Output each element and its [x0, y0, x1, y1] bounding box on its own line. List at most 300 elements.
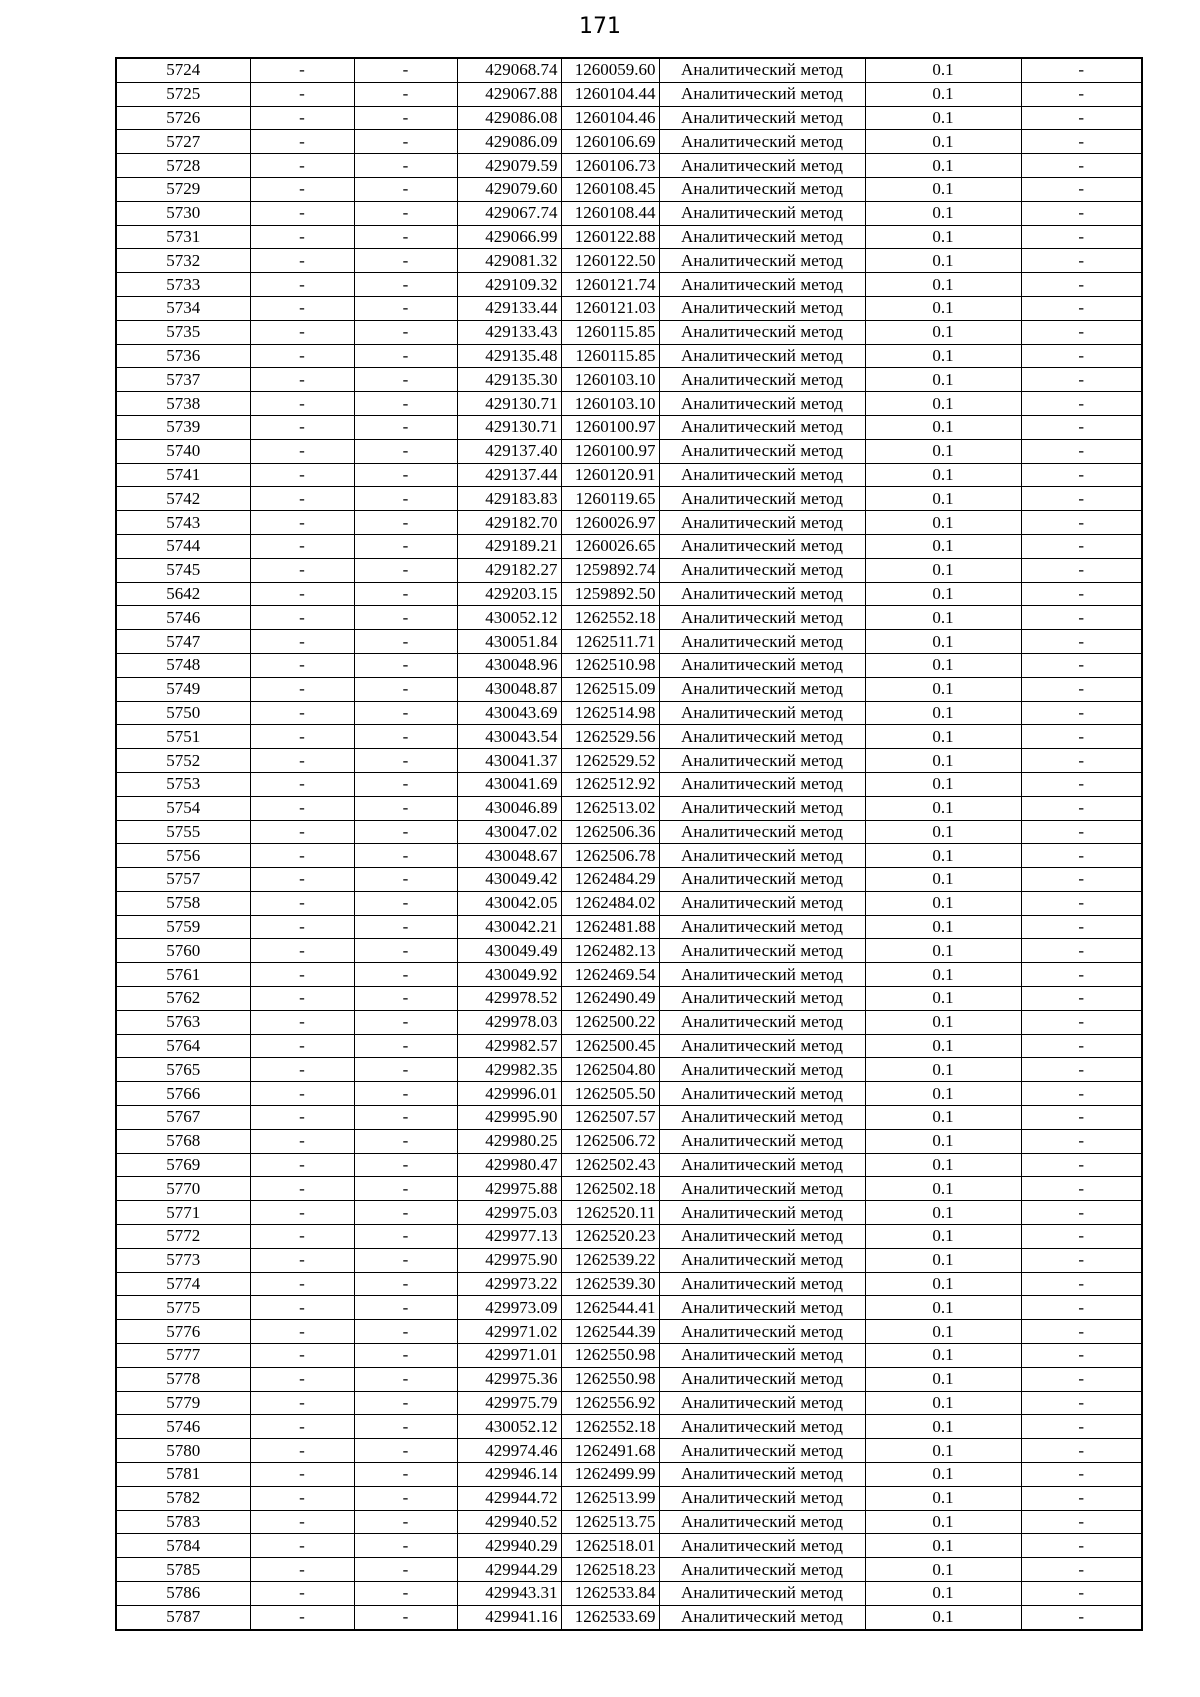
- dash-cell-3: -: [1021, 987, 1142, 1011]
- dash-cell-2: -: [354, 939, 457, 963]
- x-coordinate-cell: 429978.52: [457, 987, 561, 1011]
- method-cell: Аналитический метод: [659, 201, 865, 225]
- table-row: [116, 677, 1142, 701]
- y-coordinate-cell: 1260104.46: [561, 106, 659, 130]
- y-coordinate-cell: 1262539.30: [561, 1272, 659, 1296]
- point-number-cell: 5746: [116, 1415, 250, 1439]
- point-number-cell: 5755: [116, 820, 250, 844]
- table-row: [116, 1106, 1142, 1130]
- table-row: [116, 987, 1142, 1011]
- dash-cell-2: -: [354, 1296, 457, 1320]
- precision-cell: 0.1: [865, 1201, 1021, 1225]
- point-number-cell: 5732: [116, 249, 250, 273]
- dash-cell-1: -: [250, 201, 354, 225]
- x-coordinate-cell: 429982.57: [457, 1034, 561, 1058]
- table-row: [116, 915, 1142, 939]
- precision-cell: 0.1: [865, 415, 1021, 439]
- dash-cell-1: -: [250, 1320, 354, 1344]
- precision-cell: 0.1: [865, 392, 1021, 416]
- precision-cell: 0.1: [865, 1582, 1021, 1606]
- point-number-cell: 5743: [116, 511, 250, 535]
- method-cell: Аналитический метод: [659, 1201, 865, 1225]
- x-coordinate-cell: 429133.44: [457, 296, 561, 320]
- precision-cell: 0.1: [865, 130, 1021, 154]
- dash-cell-1: -: [250, 1415, 354, 1439]
- point-number-cell: 5733: [116, 273, 250, 297]
- dash-cell-3: -: [1021, 106, 1142, 130]
- x-coordinate-cell: 429975.03: [457, 1201, 561, 1225]
- dash-cell-2: -: [354, 106, 457, 130]
- y-coordinate-cell: 1262539.22: [561, 1248, 659, 1272]
- table-row: [116, 963, 1142, 987]
- method-cell: Аналитический метод: [659, 606, 865, 630]
- x-coordinate-cell: 429133.43: [457, 320, 561, 344]
- dash-cell-2: -: [354, 820, 457, 844]
- table-row: [116, 1558, 1142, 1582]
- method-cell: Аналитический метод: [659, 1296, 865, 1320]
- precision-cell: 0.1: [865, 201, 1021, 225]
- y-coordinate-cell: 1260059.60: [561, 58, 659, 82]
- method-cell: Аналитический метод: [659, 891, 865, 915]
- precision-cell: 0.1: [865, 534, 1021, 558]
- dash-cell-3: -: [1021, 511, 1142, 535]
- x-coordinate-cell: 430047.02: [457, 820, 561, 844]
- point-number-cell: 5763: [116, 1010, 250, 1034]
- point-number-cell: 5749: [116, 677, 250, 701]
- x-coordinate-cell: 429995.90: [457, 1106, 561, 1130]
- precision-cell: 0.1: [865, 891, 1021, 915]
- dash-cell-3: -: [1021, 582, 1142, 606]
- point-number-cell: 5724: [116, 58, 250, 82]
- dash-cell-2: -: [354, 1272, 457, 1296]
- precision-cell: 0.1: [865, 1082, 1021, 1106]
- dash-cell-1: -: [250, 1129, 354, 1153]
- method-cell: Аналитический метод: [659, 1248, 865, 1272]
- dash-cell-3: -: [1021, 439, 1142, 463]
- y-coordinate-cell: 1262520.11: [561, 1201, 659, 1225]
- precision-cell: 0.1: [865, 82, 1021, 106]
- dash-cell-1: -: [250, 844, 354, 868]
- dash-cell-3: -: [1021, 154, 1142, 178]
- precision-cell: 0.1: [865, 58, 1021, 82]
- table-row: [116, 130, 1142, 154]
- dash-cell-2: -: [354, 344, 457, 368]
- point-number-cell: 5735: [116, 320, 250, 344]
- dash-cell-2: -: [354, 1344, 457, 1368]
- dash-cell-2: -: [354, 891, 457, 915]
- point-number-cell: 5778: [116, 1367, 250, 1391]
- y-coordinate-cell: 1262529.52: [561, 749, 659, 773]
- dash-cell-2: -: [354, 1558, 457, 1582]
- x-coordinate-cell: 430043.54: [457, 725, 561, 749]
- table-row: [116, 939, 1142, 963]
- y-coordinate-cell: 1262529.56: [561, 725, 659, 749]
- dash-cell-2: -: [354, 749, 457, 773]
- precision-cell: 0.1: [865, 1177, 1021, 1201]
- method-cell: Аналитический метод: [659, 511, 865, 535]
- y-coordinate-cell: 1262491.68: [561, 1439, 659, 1463]
- dash-cell-3: -: [1021, 963, 1142, 987]
- precision-cell: 0.1: [865, 1129, 1021, 1153]
- dash-cell-1: -: [250, 487, 354, 511]
- dash-cell-1: -: [250, 534, 354, 558]
- x-coordinate-cell: 429980.47: [457, 1153, 561, 1177]
- y-coordinate-cell: 1262518.01: [561, 1534, 659, 1558]
- precision-cell: 0.1: [865, 915, 1021, 939]
- point-number-cell: 5741: [116, 463, 250, 487]
- dash-cell-1: -: [250, 1558, 354, 1582]
- dash-cell-1: -: [250, 439, 354, 463]
- method-cell: Аналитический метод: [659, 1391, 865, 1415]
- method-cell: Аналитический метод: [659, 1439, 865, 1463]
- method-cell: Аналитический метод: [659, 1106, 865, 1130]
- x-coordinate-cell: 429996.01: [457, 1082, 561, 1106]
- method-cell: Аналитический метод: [659, 653, 865, 677]
- table-row: [116, 1248, 1142, 1272]
- x-coordinate-cell: 429978.03: [457, 1010, 561, 1034]
- dash-cell-2: -: [354, 1058, 457, 1082]
- dash-cell-1: -: [250, 1058, 354, 1082]
- dash-cell-1: -: [250, 1391, 354, 1415]
- precision-cell: 0.1: [865, 653, 1021, 677]
- x-coordinate-cell: 430049.92: [457, 963, 561, 987]
- dash-cell-3: -: [1021, 130, 1142, 154]
- dash-cell-3: -: [1021, 1225, 1142, 1249]
- dash-cell-3: -: [1021, 796, 1142, 820]
- dash-cell-2: -: [354, 1201, 457, 1225]
- precision-cell: 0.1: [865, 1296, 1021, 1320]
- table-row: [116, 439, 1142, 463]
- precision-cell: 0.1: [865, 725, 1021, 749]
- dash-cell-2: -: [354, 201, 457, 225]
- dash-cell-2: -: [354, 653, 457, 677]
- dash-cell-2: -: [354, 630, 457, 654]
- table-row: [116, 177, 1142, 201]
- table-row: [116, 1082, 1142, 1106]
- dash-cell-3: -: [1021, 891, 1142, 915]
- point-number-cell: 5764: [116, 1034, 250, 1058]
- table-row: [116, 820, 1142, 844]
- dash-cell-3: -: [1021, 1201, 1142, 1225]
- dash-cell-3: -: [1021, 463, 1142, 487]
- point-number-cell: 5765: [116, 1058, 250, 1082]
- y-coordinate-cell: 1260115.85: [561, 344, 659, 368]
- x-coordinate-cell: 429068.74: [457, 58, 561, 82]
- point-number-cell: 5750: [116, 701, 250, 725]
- table-row: [116, 1367, 1142, 1391]
- y-coordinate-cell: 1260108.45: [561, 177, 659, 201]
- table-row: [116, 249, 1142, 273]
- y-coordinate-cell: 1260119.65: [561, 487, 659, 511]
- dash-cell-1: -: [250, 154, 354, 178]
- dash-cell-2: -: [354, 1129, 457, 1153]
- y-coordinate-cell: 1262504.80: [561, 1058, 659, 1082]
- dash-cell-1: -: [250, 1486, 354, 1510]
- precision-cell: 0.1: [865, 487, 1021, 511]
- y-coordinate-cell: 1260026.65: [561, 534, 659, 558]
- point-number-cell: 5744: [116, 534, 250, 558]
- table-row: [116, 1153, 1142, 1177]
- y-coordinate-cell: 1262506.72: [561, 1129, 659, 1153]
- method-cell: Аналитический метод: [659, 249, 865, 273]
- dash-cell-3: -: [1021, 1106, 1142, 1130]
- method-cell: Аналитический метод: [659, 772, 865, 796]
- x-coordinate-cell: 429975.90: [457, 1248, 561, 1272]
- dash-cell-1: -: [250, 1082, 354, 1106]
- dash-cell-1: -: [250, 1463, 354, 1487]
- table-row: [116, 1391, 1142, 1415]
- method-cell: Аналитический метод: [659, 177, 865, 201]
- dash-cell-3: -: [1021, 82, 1142, 106]
- x-coordinate-cell: 430042.05: [457, 891, 561, 915]
- table-row: [116, 273, 1142, 297]
- x-coordinate-cell: 429977.13: [457, 1225, 561, 1249]
- dash-cell-1: -: [250, 677, 354, 701]
- dash-cell-3: -: [1021, 915, 1142, 939]
- y-coordinate-cell: 1262550.98: [561, 1367, 659, 1391]
- method-cell: Аналитический метод: [659, 749, 865, 773]
- dash-cell-3: -: [1021, 630, 1142, 654]
- dash-cell-2: -: [354, 1439, 457, 1463]
- method-cell: Аналитический метод: [659, 368, 865, 392]
- method-cell: Аналитический метод: [659, 130, 865, 154]
- y-coordinate-cell: 1262556.92: [561, 1391, 659, 1415]
- dash-cell-2: -: [354, 368, 457, 392]
- x-coordinate-cell: 430041.37: [457, 749, 561, 773]
- precision-cell: 0.1: [865, 820, 1021, 844]
- point-number-cell: 5769: [116, 1153, 250, 1177]
- y-coordinate-cell: 1259892.74: [561, 558, 659, 582]
- table-row: [116, 582, 1142, 606]
- table-row: [116, 653, 1142, 677]
- dash-cell-3: -: [1021, 1272, 1142, 1296]
- table-row: [116, 344, 1142, 368]
- point-number-cell: 5770: [116, 1177, 250, 1201]
- y-coordinate-cell: 1262513.75: [561, 1510, 659, 1534]
- dash-cell-3: -: [1021, 1582, 1142, 1606]
- table-row: [116, 844, 1142, 868]
- point-number-cell: 5736: [116, 344, 250, 368]
- dash-cell-2: -: [354, 1534, 457, 1558]
- table-row: [116, 1201, 1142, 1225]
- x-coordinate-cell: 429944.72: [457, 1486, 561, 1510]
- method-cell: Аналитический метод: [659, 534, 865, 558]
- precision-cell: 0.1: [865, 296, 1021, 320]
- method-cell: Аналитический метод: [659, 701, 865, 725]
- dash-cell-2: -: [354, 987, 457, 1011]
- dash-cell-3: -: [1021, 1058, 1142, 1082]
- dash-cell-3: -: [1021, 1463, 1142, 1487]
- dash-cell-1: -: [250, 987, 354, 1011]
- dash-cell-1: -: [250, 177, 354, 201]
- method-cell: Аналитический метод: [659, 58, 865, 82]
- table-row: [116, 1415, 1142, 1439]
- method-cell: Аналитический метод: [659, 868, 865, 892]
- dash-cell-1: -: [250, 630, 354, 654]
- table-row: [116, 891, 1142, 915]
- y-coordinate-cell: 1262544.41: [561, 1296, 659, 1320]
- x-coordinate-cell: 429109.32: [457, 273, 561, 297]
- point-number-cell: 5757: [116, 868, 250, 892]
- method-cell: Аналитический метод: [659, 1582, 865, 1606]
- dash-cell-3: -: [1021, 844, 1142, 868]
- x-coordinate-cell: 429137.44: [457, 463, 561, 487]
- point-number-cell: 5728: [116, 154, 250, 178]
- precision-cell: 0.1: [865, 1248, 1021, 1272]
- point-number-cell: 5772: [116, 1225, 250, 1249]
- dash-cell-1: -: [250, 963, 354, 987]
- dash-cell-3: -: [1021, 1510, 1142, 1534]
- x-coordinate-cell: 430041.69: [457, 772, 561, 796]
- y-coordinate-cell: 1262544.39: [561, 1320, 659, 1344]
- point-number-cell: 5785: [116, 1558, 250, 1582]
- precision-cell: 0.1: [865, 868, 1021, 892]
- point-number-cell: 5727: [116, 130, 250, 154]
- method-cell: Аналитический метод: [659, 1510, 865, 1534]
- precision-cell: 0.1: [865, 1510, 1021, 1534]
- y-coordinate-cell: 1262507.57: [561, 1106, 659, 1130]
- x-coordinate-cell: 429943.31: [457, 1582, 561, 1606]
- dash-cell-3: -: [1021, 1153, 1142, 1177]
- dash-cell-1: -: [250, 130, 354, 154]
- point-number-cell: 5747: [116, 630, 250, 654]
- method-cell: Аналитический метод: [659, 1320, 865, 1344]
- point-number-cell: 5740: [116, 439, 250, 463]
- precision-cell: 0.1: [865, 1010, 1021, 1034]
- dash-cell-1: -: [250, 1605, 354, 1629]
- dash-cell-2: -: [354, 1320, 457, 1344]
- method-cell: Аналитический метод: [659, 106, 865, 130]
- dash-cell-2: -: [354, 82, 457, 106]
- y-coordinate-cell: 1262490.49: [561, 987, 659, 1011]
- method-cell: Аналитический метод: [659, 392, 865, 416]
- x-coordinate-cell: 429086.08: [457, 106, 561, 130]
- y-coordinate-cell: 1260106.73: [561, 154, 659, 178]
- method-cell: Аналитический метод: [659, 796, 865, 820]
- point-number-cell: 5784: [116, 1534, 250, 1558]
- dash-cell-2: -: [354, 725, 457, 749]
- dash-cell-3: -: [1021, 1296, 1142, 1320]
- table-row: [116, 796, 1142, 820]
- table-row: [116, 415, 1142, 439]
- y-coordinate-cell: 1260100.97: [561, 415, 659, 439]
- y-coordinate-cell: 1260103.10: [561, 392, 659, 416]
- x-coordinate-cell: 429182.70: [457, 511, 561, 535]
- y-coordinate-cell: 1259892.50: [561, 582, 659, 606]
- precision-cell: 0.1: [865, 1367, 1021, 1391]
- precision-cell: 0.1: [865, 177, 1021, 201]
- dash-cell-3: -: [1021, 58, 1142, 82]
- dash-cell-2: -: [354, 439, 457, 463]
- page-number: 171: [579, 14, 621, 39]
- y-coordinate-cell: 1262510.98: [561, 653, 659, 677]
- x-coordinate-cell: 429946.14: [457, 1463, 561, 1487]
- y-coordinate-cell: 1262513.02: [561, 796, 659, 820]
- table-row: [116, 82, 1142, 106]
- table-row: [116, 1225, 1142, 1249]
- dash-cell-1: -: [250, 1225, 354, 1249]
- precision-cell: 0.1: [865, 511, 1021, 535]
- dash-cell-1: -: [250, 1248, 354, 1272]
- x-coordinate-cell: 429971.01: [457, 1344, 561, 1368]
- dash-cell-3: -: [1021, 177, 1142, 201]
- method-cell: Аналитический метод: [659, 296, 865, 320]
- table-row: [116, 534, 1142, 558]
- dash-cell-1: -: [250, 749, 354, 773]
- dash-cell-2: -: [354, 1153, 457, 1177]
- dash-cell-2: -: [354, 1510, 457, 1534]
- x-coordinate-cell: 430046.89: [457, 796, 561, 820]
- point-number-cell: 5746: [116, 606, 250, 630]
- point-number-cell: 5734: [116, 296, 250, 320]
- y-coordinate-cell: 1260026.97: [561, 511, 659, 535]
- y-coordinate-cell: 1262511.71: [561, 630, 659, 654]
- dash-cell-2: -: [354, 606, 457, 630]
- point-number-cell: 5768: [116, 1129, 250, 1153]
- y-coordinate-cell: 1262533.69: [561, 1605, 659, 1629]
- dash-cell-3: -: [1021, 1391, 1142, 1415]
- method-cell: Аналитический метод: [659, 1177, 865, 1201]
- x-coordinate-cell: 429067.88: [457, 82, 561, 106]
- dash-cell-1: -: [250, 82, 354, 106]
- x-coordinate-cell: 430048.96: [457, 653, 561, 677]
- dash-cell-3: -: [1021, 772, 1142, 796]
- dash-cell-3: -: [1021, 320, 1142, 344]
- table-row: [116, 225, 1142, 249]
- dash-cell-1: -: [250, 939, 354, 963]
- dash-cell-1: -: [250, 606, 354, 630]
- y-coordinate-cell: 1262518.23: [561, 1558, 659, 1582]
- dash-cell-1: -: [250, 891, 354, 915]
- precision-cell: 0.1: [865, 1344, 1021, 1368]
- point-number-cell: 5767: [116, 1106, 250, 1130]
- dash-cell-1: -: [250, 915, 354, 939]
- method-cell: Аналитический метод: [659, 582, 865, 606]
- y-coordinate-cell: 1262505.50: [561, 1082, 659, 1106]
- x-coordinate-cell: 429203.15: [457, 582, 561, 606]
- method-cell: Аналитический метод: [659, 1367, 865, 1391]
- dash-cell-3: -: [1021, 725, 1142, 749]
- point-number-cell: 5739: [116, 415, 250, 439]
- precision-cell: 0.1: [865, 320, 1021, 344]
- dash-cell-2: -: [354, 249, 457, 273]
- dash-cell-2: -: [354, 225, 457, 249]
- precision-cell: 0.1: [865, 1034, 1021, 1058]
- point-number-cell: 5774: [116, 1272, 250, 1296]
- dash-cell-3: -: [1021, 1605, 1142, 1629]
- dash-cell-2: -: [354, 534, 457, 558]
- dash-cell-3: -: [1021, 368, 1142, 392]
- x-coordinate-cell: 429183.83: [457, 487, 561, 511]
- x-coordinate-cell: 429974.46: [457, 1439, 561, 1463]
- y-coordinate-cell: 1260121.03: [561, 296, 659, 320]
- precision-cell: 0.1: [865, 582, 1021, 606]
- point-number-cell: 5731: [116, 225, 250, 249]
- method-cell: Аналитический метод: [659, 1010, 865, 1034]
- dash-cell-3: -: [1021, 249, 1142, 273]
- x-coordinate-cell: 429971.02: [457, 1320, 561, 1344]
- dash-cell-1: -: [250, 1010, 354, 1034]
- table-row: [116, 1058, 1142, 1082]
- dash-cell-1: -: [250, 1106, 354, 1130]
- table-row: [116, 1582, 1142, 1606]
- dash-cell-3: -: [1021, 1344, 1142, 1368]
- table-row: [116, 1272, 1142, 1296]
- point-number-cell: 5751: [116, 725, 250, 749]
- table-row: [116, 1129, 1142, 1153]
- y-coordinate-cell: 1260122.88: [561, 225, 659, 249]
- dash-cell-3: -: [1021, 558, 1142, 582]
